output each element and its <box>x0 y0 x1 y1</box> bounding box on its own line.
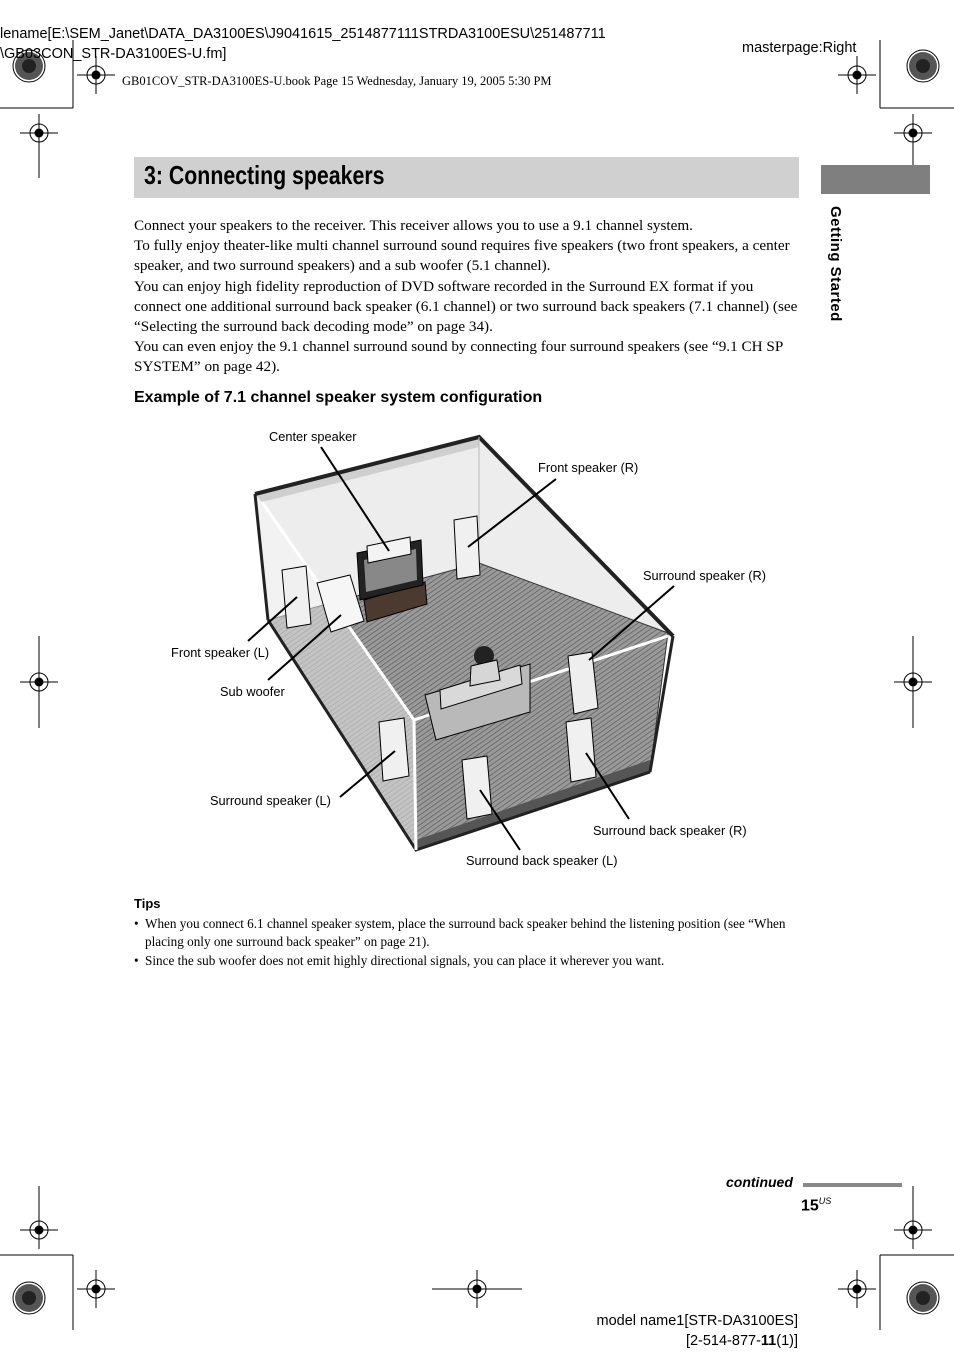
file-path-line: lename[E:\SEM_Janet\DATA_DA3100ES\J9041615_2514877111STRDA3100ESU\251487711 <box>0 26 606 42</box>
label-sub-woofer: Sub woofer <box>220 684 285 699</box>
file-path-line: \GB03CON_STR-DA3100ES-U.fm] <box>0 46 227 62</box>
surround-back-speaker-r <box>566 718 596 782</box>
masterpage-label: masterpage:Right <box>742 40 857 56</box>
label-front-speaker-l: Front speaker (L) <box>171 645 270 660</box>
side-tab-label: Getting Started <box>827 206 844 322</box>
tips-list <box>134 915 800 971</box>
paragraph: To fully enjoy theater-like multi channel surround sound requires five speakers (two front speakers, a center speaker, and two surround speakers) and a sub woofer (5.1 channel). <box>134 237 790 275</box>
model-code-prefix: [2-514-877- <box>685 1333 761 1349</box>
label-center-speaker: Center speaker <box>269 429 357 444</box>
paragraph: Connect your speakers to the receiver. This receiver allows you to use a 9.1 channel system. <box>134 217 693 234</box>
label-surround-speaker-r: Surround speaker (R) <box>643 568 767 583</box>
continued-label: continued <box>726 1174 793 1190</box>
model-code-bold: 11 <box>760 1333 777 1349</box>
tip-item: • Since the sub woofer does not emit highly directional signals, you can place it wherever you want. <box>134 952 800 970</box>
surround-back-speaker-l <box>462 756 492 819</box>
book-info: GB01COV_STR-DA3100ES-U.book Page 15 Wednesday, January 19, 2005 5:30 PM <box>122 74 552 88</box>
model-code-suffix: (1)] <box>776 1333 798 1349</box>
label-front-speaker-r: Front speaker (R) <box>538 460 639 475</box>
label-surround-back-speaker-r: Surround back speaker (R) <box>593 823 747 838</box>
page-number-suffix: US <box>818 1196 832 1206</box>
continued-rule <box>803 1183 902 1187</box>
front-speaker-r <box>454 516 480 579</box>
model-info <box>586 1311 798 1351</box>
model-name: model name1[STR-DA3100ES] <box>596 1313 798 1329</box>
tips-heading: Tips <box>134 896 161 911</box>
page-number-value: 15 <box>801 1197 819 1215</box>
section-title: 3: Connecting speakers <box>144 160 385 190</box>
tip-item: • When you connect 6.1 channel speaker system, place the surround back speaker behind the listening position (see “When placing only one surround back speaker” on page 21). <box>134 915 800 951</box>
paragraph: You can enjoy high fidelity reproduction of DVD software recorded in the Surround EX format if you connect one additional surround back speaker (6.1 channel) or two surround back speakers (7.1 channel) (see “Selecting the surround back decoding mode” on page 34). <box>134 277 798 336</box>
label-surround-speaker-l: Surround speaker (L) <box>210 793 331 808</box>
paragraph: You can even enjoy the 9.1 channel surround sound by connecting four surround speakers (see “9.1 CH SP SYSTEM” on page 42). <box>134 338 783 376</box>
example-heading: Example of 7.1 channel speaker system configuration <box>134 389 543 406</box>
page-number <box>801 1196 831 1215</box>
surround-speaker-l <box>379 718 409 781</box>
label-surround-back-speaker-l: Surround back speaker (L) <box>466 853 618 868</box>
model-code <box>586 1331 798 1351</box>
